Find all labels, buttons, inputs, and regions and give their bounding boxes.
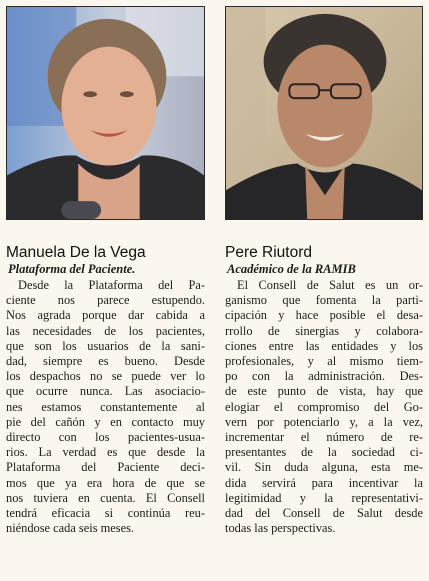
body-line: ganismo que fomenta la parti- bbox=[225, 293, 423, 308]
author-role: Plataforma del Paciente. bbox=[8, 262, 136, 276]
body-line: dad del Consell de Salut desde bbox=[225, 506, 423, 521]
body-line: nos tuviera en cuenta. El Consell bbox=[6, 490, 205, 505]
body-line: que ocurre nunca. Las asociacio- bbox=[6, 384, 205, 399]
body-line: Desde la Plataforma del Pa- bbox=[18, 278, 205, 292]
body-line: dida servirá para incentivar la bbox=[225, 475, 423, 490]
body-line: de este punto de vista, hay que bbox=[225, 384, 423, 399]
body-line: cipación y hace posible el desa- bbox=[225, 308, 423, 323]
body-line: El Consell de Salut es un or- bbox=[237, 278, 423, 292]
body-line: ciente nos parece estupendo. bbox=[6, 293, 205, 308]
author-name: Pere Riutord bbox=[225, 244, 313, 261]
body-line: Nos agrada porque dar cabida a bbox=[6, 308, 205, 323]
portrait-photo-manuela bbox=[6, 6, 205, 220]
body-line: profesionales, y al mismo tiem- bbox=[225, 354, 423, 369]
body-line: presentantes de la sociedad ci- bbox=[225, 445, 423, 460]
body-line: dad, siempre es bueno. Desde bbox=[6, 354, 205, 369]
body-line: los despachos no se puede ver lo bbox=[6, 369, 205, 384]
body-line: directo con los pacientes-usua- bbox=[6, 430, 205, 445]
portrait-photo-pere bbox=[225, 6, 423, 220]
body-line: legitimidad y la representativi- bbox=[225, 490, 423, 505]
body-line: rrollo de sinergias y colabora- bbox=[225, 323, 423, 338]
author-role: Académico de la RAMIB bbox=[227, 262, 356, 276]
body-line: elogiar el compromiso del Go- bbox=[225, 399, 423, 414]
body-line: po con la administración. Des- bbox=[225, 369, 423, 384]
article-body bbox=[6, 278, 205, 536]
body-line: que son los usuarios de la sani- bbox=[6, 338, 205, 353]
article-body bbox=[225, 278, 423, 536]
article-column-right bbox=[225, 6, 423, 536]
body-line: todas las perspectivas. bbox=[225, 521, 336, 536]
body-line: las necesidades de los pacientes, bbox=[6, 323, 205, 338]
body-line: Plataforma del Paciente deci- bbox=[6, 460, 205, 475]
body-line: mos que ya era hora de que se bbox=[6, 475, 205, 490]
body-line: niéndose cada seis meses. bbox=[6, 521, 134, 536]
body-line: nes estamos constantemente al bbox=[6, 399, 205, 414]
body-line: vil. Sin duda alguna, esta me- bbox=[225, 460, 423, 475]
body-line: incrementar el número de re- bbox=[225, 430, 423, 445]
body-line: vern por potenciarlo y, a la vez, bbox=[225, 414, 423, 429]
author-name: Manuela De la Vega bbox=[6, 244, 146, 261]
body-line: ciones entre las entidades y los bbox=[225, 338, 423, 353]
article-column-left bbox=[6, 6, 205, 536]
body-line: pie del cañón y en contacto muy bbox=[6, 414, 205, 429]
body-line: rios. La verdad es que desde la bbox=[6, 445, 205, 460]
body-line: tendrá eficacia si continúa reu- bbox=[6, 506, 205, 521]
